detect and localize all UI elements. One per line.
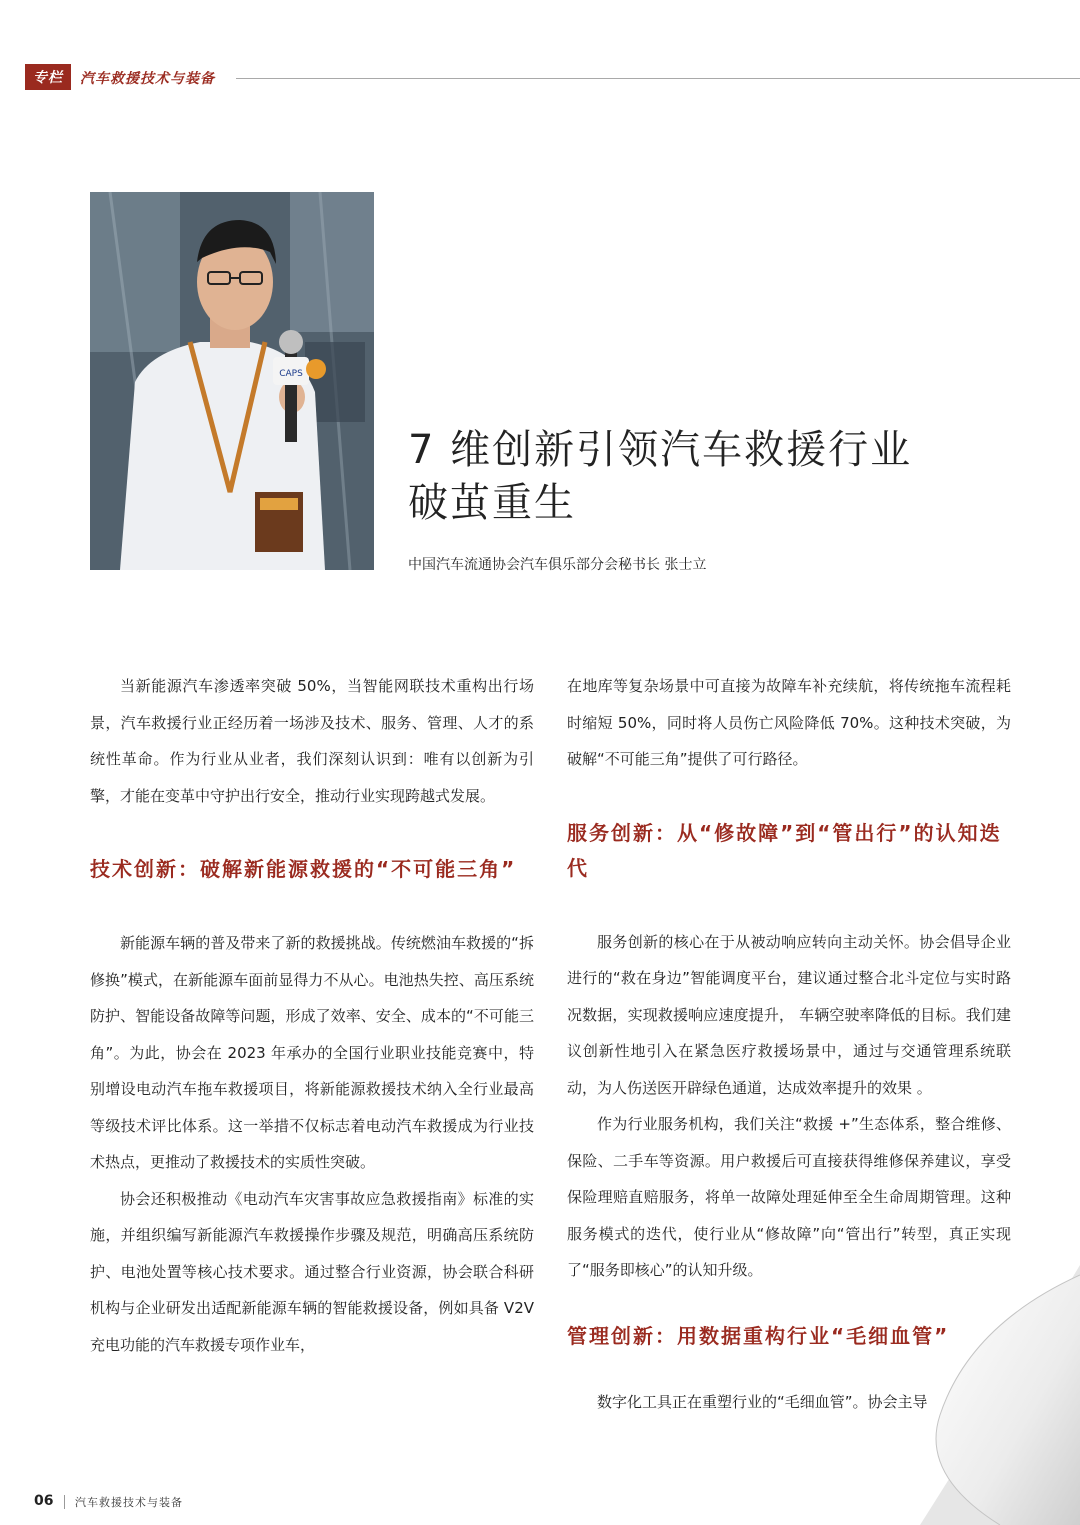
speaker-photo — [90, 192, 374, 570]
footer-magazine-title: 汽车救援技术与装备 — [75, 1496, 183, 1509]
tech-paragraph-1: 新能源车辆的普及带来了新的救援挑战。传统燃油车救援的“拆修换”模式，在新能源车面前显得力不从心。电池热失控、高压系统防护、智能设备故障等问题，形成了效率、安全、成本的“不可能三角”。为此，协会在 2023 年承办的全国行业职业技能竞赛中，特别增设电动汽车拖车救援项目，将新能源救援技术纳入全行业最高等级技术评比体系。这一举措不仅标志着电动汽车救援成为行业技术热点，更推动了救援技术的实质性突破。 — [90, 934, 534, 1171]
footer-divider — [64, 1495, 65, 1509]
section-heading-technology: 技术创新：破解新能源救援的“不可能三角” — [90, 857, 517, 881]
speaker-illustration — [90, 192, 374, 570]
header-divider — [236, 78, 1080, 79]
page-curl — [850, 1265, 1080, 1525]
article-title-line-1: 7 维创新引领汽车救援行业 — [408, 427, 913, 473]
section-heading-management: 管理创新：用数据重构行业“毛细血管” — [567, 1323, 950, 1348]
author-byline: 中国汽车流通协会汽车俱乐部分会秘书长 张士立 — [408, 557, 707, 573]
article-title — [408, 424, 1008, 530]
microphone-logo-text: CAPS — [279, 369, 303, 379]
page-number: 06 — [34, 1493, 54, 1509]
section-heading-service: 服务创新：从“修故障”到“管出行”的认知迭代 — [567, 820, 1002, 880]
article-title-line-2: 破茧重生 — [408, 480, 576, 526]
column-tag: 专栏 — [25, 64, 71, 90]
tech-paragraph-2-continued: 在地库等复杂场景中可直接为故障车补充续航，将传统拖车流程耗时缩短 50%，同时将人员伤亡风险降低 70%。这种技术突破，为破解“不可能三角”提供了可行路径。 — [567, 677, 1011, 768]
tech-paragraph-2: 协会还积极推动《电动汽车灾害事故应急救援指南》标准的实施，并组织编写新能源汽车救援操作步骤及规范，明确高压系统防护、电池处置等核心技术要求。通过整合行业资源，协会联合科研机构与企业研发出适配新能源车辆的智能救援设备，例如具备 V2V 充电功能的汽车救援专项作业车， — [90, 1189, 534, 1354]
intro-paragraph: 当新能源汽车渗透率突破 50%，当智能网联技术重构出行场景，汽车救援行业正经历着一场涉及技术、服务、管理、人才的系统性革命。作为行业从业者，我们深刻认识到：唯有以创新为引擎，才能在变革中守护出行安全，推动行业实现跨越式发展。 — [90, 677, 534, 805]
magazine-column-title: 汽车救援技术与装备 — [80, 71, 215, 87]
service-paragraph-2: 作为行业服务机构，我们关注“救援 +”生态体系，整合维修、保险、二手车等资源。用户救援后可直接获得维修保养建议，享受保险理赔直赔服务，将单一故障处理延伸至全生命周期管理。这种服务模式的迭代，使行业从“修故障”向“管出行”转型，真正实现了“服务即核心”的认知升级。 — [567, 1115, 1011, 1279]
service-paragraph-1: 服务创新的核心在于从被动响应转向主动关怀。协会倡导企业进行的“救在身边”智能调度平台，建议通过整合北斗定位与实时路况数据，实现救援响应速度提升， 车辆空驶率降低的目标。我们建议创新性地引入在紧急医疗救援场景中，通过与交通管理系统联动，为人伤送医开辟绿色通道，达成效率提升的效果 。 — [567, 932, 1011, 1097]
management-paragraph-1: 数字化工具正在重塑行业的“毛细血管”。协会主导 — [597, 1392, 928, 1411]
left-column — [90, 668, 534, 1363]
